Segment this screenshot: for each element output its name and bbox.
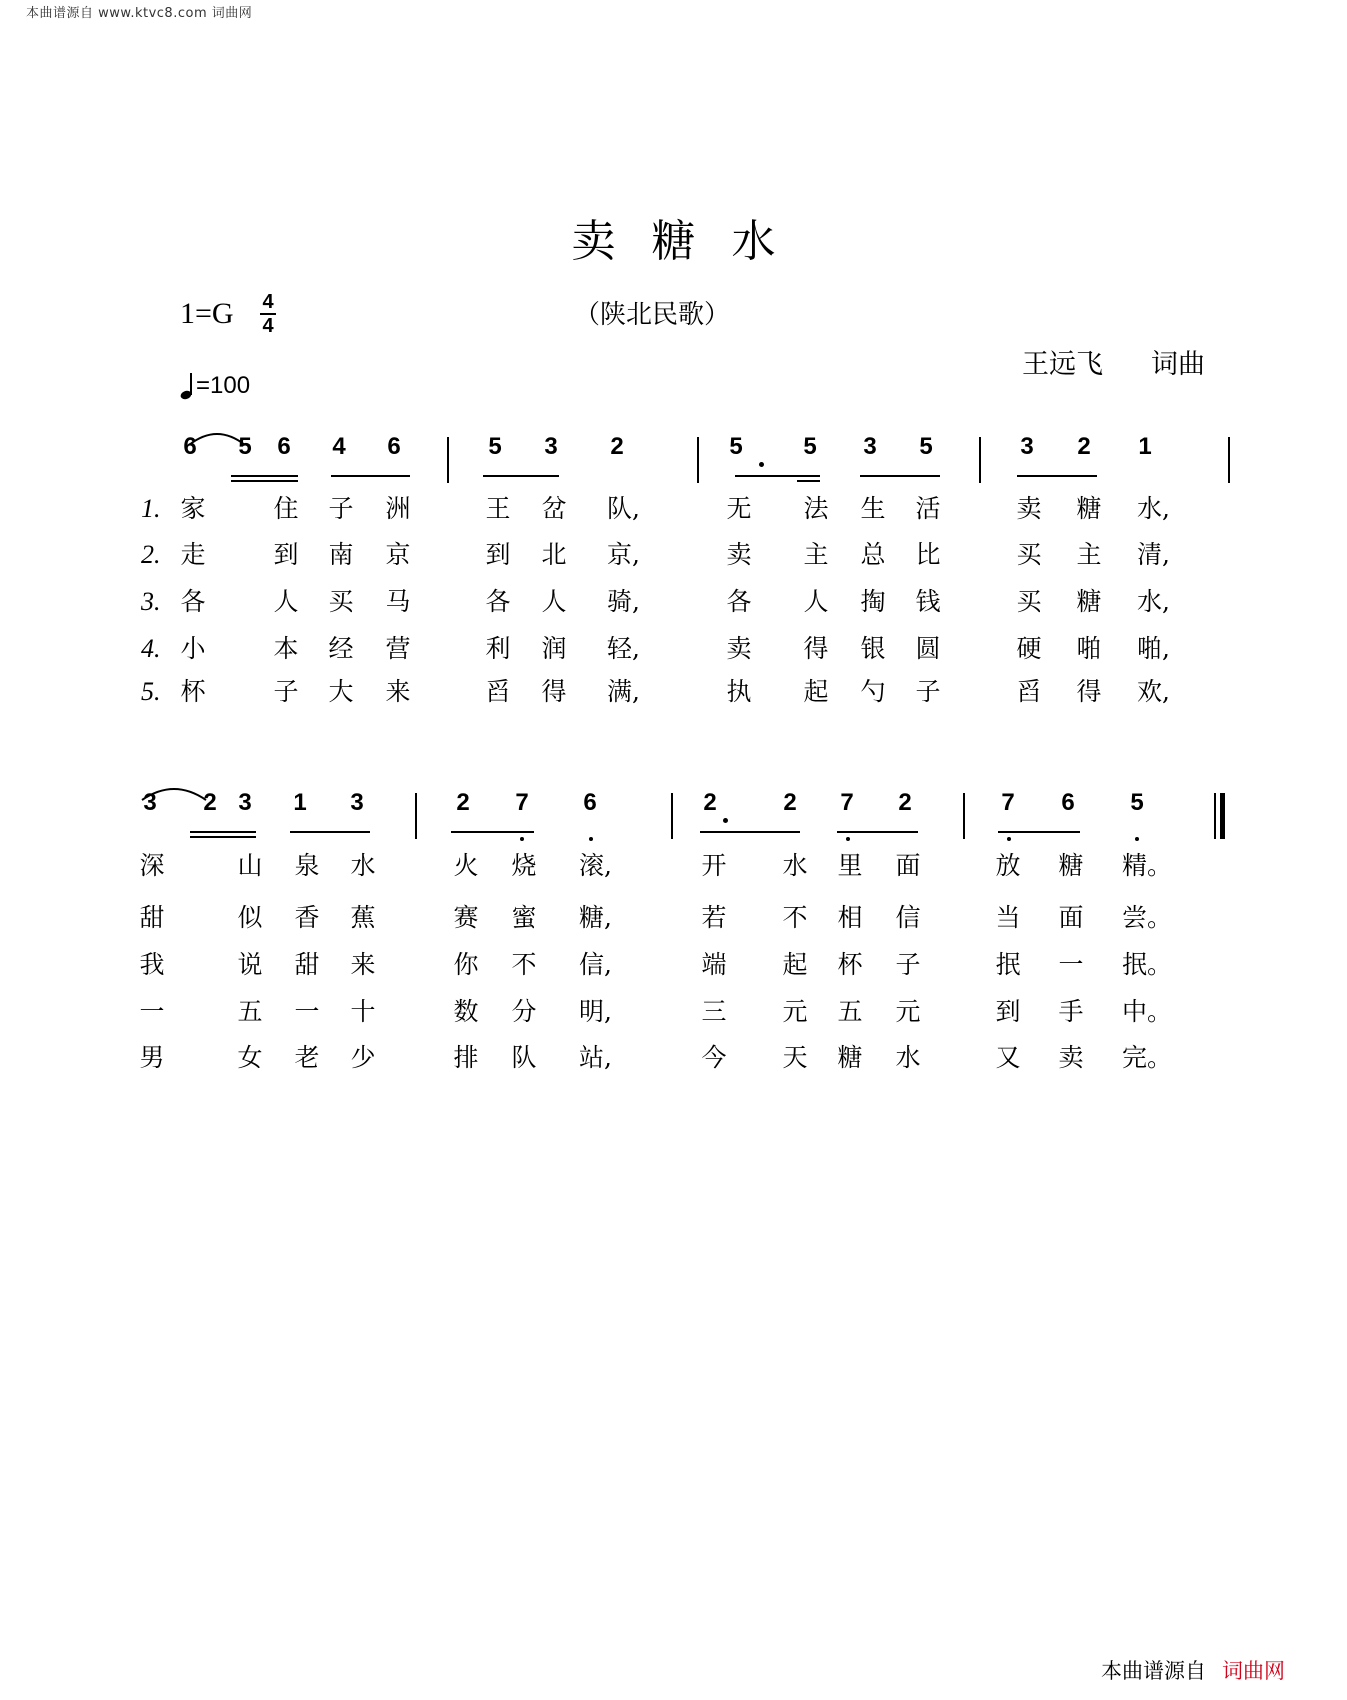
note: 2	[783, 789, 797, 816]
lyric-syllable: 啪,	[1137, 634, 1170, 663]
song-title: 卖糖水	[571, 216, 812, 267]
tempo-marking	[180, 372, 250, 400]
lyric-syllable: 来	[385, 677, 411, 706]
lower-octave-dot	[589, 837, 593, 841]
lyric-syllable: 主	[1076, 540, 1102, 569]
lyric-syllable: 滚,	[579, 851, 612, 880]
watermark-top: 本曲谱源自 www.ktvc8.com 词曲网	[26, 6, 253, 21]
lyric-syllable: 当	[995, 903, 1021, 932]
lyric-syllable: 来	[350, 950, 376, 979]
lyric-syllable: 总	[860, 540, 886, 569]
note: 6	[583, 789, 597, 816]
lyric-syllable: 北	[541, 540, 567, 569]
lyric-syllable: 王	[485, 494, 511, 523]
lyric-syllable: 走	[180, 540, 206, 569]
barline	[697, 437, 699, 483]
lyric-syllable: 买	[328, 587, 354, 616]
lyric-syllable: 一	[294, 997, 320, 1026]
lyric-syllable: 糖,	[579, 903, 612, 932]
lower-octave-dot	[846, 837, 850, 841]
lyric-syllable: 主	[803, 540, 829, 569]
lyric-syllable: 我	[139, 950, 165, 979]
lyric-syllable: 水	[895, 1043, 921, 1072]
lyric-syllable: 烧	[511, 851, 537, 880]
lyric-syllable: 各	[485, 587, 511, 616]
quarter-note-icon	[180, 372, 194, 400]
verse-number: 2.	[141, 540, 161, 569]
note-underline	[700, 831, 800, 833]
lyric-syllable: 到	[995, 997, 1021, 1026]
lyric-syllable: 轻,	[607, 634, 640, 663]
lyric-syllable: 大	[328, 677, 354, 706]
lyric-syllable: 放	[995, 851, 1021, 880]
lyric-syllable: 面	[1058, 903, 1084, 932]
note: 2	[203, 789, 217, 816]
lyric-syllable: 抿	[995, 950, 1021, 979]
lyric-syllable: 香	[294, 903, 320, 932]
note: 5	[488, 433, 502, 460]
verse-number: 5.	[141, 677, 161, 706]
lyric-syllable: 舀	[1016, 677, 1042, 706]
note-underline	[837, 831, 918, 833]
lyric-syllable: 马	[385, 587, 411, 616]
lyric-syllable: 相	[837, 903, 863, 932]
lyric-syllable: 信,	[579, 950, 612, 979]
footer-brand: 词曲网	[1222, 1659, 1285, 1683]
lyric-syllable: 一	[1058, 950, 1084, 979]
lyric-syllable: 不	[782, 903, 808, 932]
lyric-syllable: 明,	[579, 997, 612, 1026]
note: 5	[919, 433, 933, 460]
note: 2	[703, 789, 717, 816]
lyric-syllable: 各	[180, 587, 206, 616]
lyric-syllable: 完。	[1122, 1043, 1173, 1072]
note: 3	[350, 789, 364, 816]
lyric-syllable: 无	[726, 494, 752, 523]
note: 5	[238, 433, 252, 460]
author-credit	[1022, 342, 1205, 381]
barline	[1228, 437, 1230, 483]
lyric-syllable: 润	[541, 634, 567, 663]
time-signature-bottom: 4	[262, 315, 274, 337]
verse-number: 4.	[141, 634, 161, 663]
lyric-syllable: 山	[237, 851, 263, 880]
lyric-syllable: 糖	[1076, 494, 1102, 523]
note: 5	[803, 433, 817, 460]
lyric-syllable: 利	[485, 634, 511, 663]
lyric-syllable: 队	[511, 1043, 537, 1072]
lyric-syllable: 执	[726, 677, 752, 706]
note-underline	[451, 831, 534, 833]
note-underline	[231, 475, 298, 477]
lyric-syllable: 赛	[453, 903, 479, 932]
lyric-syllable: 得	[1076, 677, 1102, 706]
note-underline	[190, 831, 256, 833]
footer-source	[1101, 1655, 1285, 1685]
lyric-syllable: 水	[782, 851, 808, 880]
lyric-syllable: 卖	[726, 540, 752, 569]
lyric-syllable: 开	[701, 851, 727, 880]
note: 6	[1061, 789, 1075, 816]
lyric-syllable: 队,	[607, 494, 640, 523]
lyric-syllable: 掏	[860, 587, 886, 616]
note: 5	[729, 433, 743, 460]
note: 2	[898, 789, 912, 816]
lyric-syllable: 生	[860, 494, 886, 523]
note: 3	[544, 433, 558, 460]
lyric-syllable: 糖	[837, 1043, 863, 1072]
lyric-syllable: 里	[837, 851, 863, 880]
note-underline	[231, 480, 298, 482]
lyric-syllable: 到	[485, 540, 511, 569]
lyric-syllable: 得	[803, 634, 829, 663]
lyric-syllable: 精。	[1122, 851, 1173, 880]
lyric-syllable: 本	[273, 634, 299, 663]
lyric-syllable: 起	[782, 950, 808, 979]
lyric-syllable: 硬	[1016, 634, 1042, 663]
lyric-syllable: 子	[328, 494, 354, 523]
note-underline	[998, 831, 1080, 833]
barline	[979, 437, 981, 483]
lyric-syllable: 你	[453, 950, 479, 979]
time-signature	[258, 291, 278, 337]
lyric-syllable: 子	[915, 677, 941, 706]
lyric-syllable: 甜	[139, 903, 165, 932]
lyric-syllable: 元	[782, 997, 808, 1026]
lyric-syllable: 活	[915, 494, 941, 523]
lyric-syllable: 三	[701, 997, 727, 1026]
lyric-syllable: 若	[701, 903, 727, 932]
barline	[963, 793, 965, 839]
lyric-syllable: 五	[237, 997, 263, 1026]
lyric-syllable: 不	[511, 950, 537, 979]
note: 3	[1020, 433, 1034, 460]
lyric-syllable: 得	[541, 677, 567, 706]
lyric-syllable: 端	[701, 950, 727, 979]
lyric-syllable: 营	[385, 634, 411, 663]
lyric-syllable: 似	[237, 903, 263, 932]
lyric-syllable: 人	[803, 587, 829, 616]
lyric-syllable: 少	[350, 1043, 376, 1072]
note: 1	[1138, 433, 1152, 460]
note-underline	[483, 475, 559, 477]
lyric-syllable: 蕉	[350, 903, 376, 932]
augmentation-dot	[723, 818, 728, 823]
lyric-syllable: 站,	[579, 1043, 612, 1072]
lyric-syllable: 骑,	[607, 587, 640, 616]
lyric-syllable: 排	[453, 1043, 479, 1072]
lyric-syllable: 买	[1016, 587, 1042, 616]
lyric-syllable: 人	[273, 587, 299, 616]
lyric-syllable: 数	[453, 997, 479, 1026]
lyric-syllable: 京,	[607, 540, 640, 569]
note: 5	[1130, 789, 1144, 816]
lyric-syllable: 比	[915, 540, 941, 569]
author-name: 王远飞	[1022, 349, 1103, 380]
note-underline	[735, 475, 820, 477]
lyric-syllable: 今	[701, 1043, 727, 1072]
lyric-syllable: 中。	[1122, 997, 1173, 1026]
note: 3	[238, 789, 252, 816]
barline	[671, 793, 673, 839]
lyric-syllable: 满,	[607, 677, 640, 706]
verse-number: 3.	[141, 587, 161, 616]
note: 2	[1077, 433, 1091, 460]
lyric-syllable: 老	[294, 1043, 320, 1072]
lyric-syllable: 子	[895, 950, 921, 979]
lyric-syllable: 抿。	[1122, 950, 1173, 979]
note: 6	[183, 433, 197, 460]
lyric-syllable: 蜜	[511, 903, 537, 932]
lyric-syllable: 卖	[1016, 494, 1042, 523]
note: 4	[332, 433, 346, 460]
lyric-syllable: 女	[237, 1043, 263, 1072]
lyric-syllable: 糖	[1076, 587, 1102, 616]
note: 7	[1001, 789, 1015, 816]
lyric-syllable: 元	[895, 997, 921, 1026]
lyric-syllable: 到	[273, 540, 299, 569]
note: 2	[456, 789, 470, 816]
lyric-syllable: 买	[1016, 540, 1042, 569]
lyric-syllable: 起	[803, 677, 829, 706]
tempo-value: =100	[196, 372, 251, 399]
lyric-syllable: 糖	[1058, 851, 1084, 880]
note: 7	[515, 789, 529, 816]
subtitle: （陕北民歌）	[574, 300, 731, 330]
lyric-syllable: 尝。	[1122, 903, 1173, 932]
lyric-syllable: 水,	[1137, 494, 1170, 523]
lyric-syllable: 家	[180, 494, 206, 523]
verse-number: 1.	[141, 494, 161, 523]
lower-octave-dot	[520, 837, 524, 841]
lyric-syllable: 各	[726, 587, 752, 616]
lyric-syllable: 深	[139, 851, 165, 880]
final-barline-thick	[1220, 793, 1225, 839]
lyric-syllable: 水,	[1137, 587, 1170, 616]
lyric-syllable: 天	[782, 1043, 808, 1072]
lyric-syllable: 说	[237, 950, 263, 979]
augmentation-dot	[759, 462, 764, 467]
note: 3	[143, 789, 157, 816]
lyric-syllable: 银	[860, 634, 886, 663]
lyric-syllable: 分	[511, 997, 537, 1026]
note: 6	[387, 433, 401, 460]
lyric-syllable: 舀	[485, 677, 511, 706]
key-signature: 1=G	[180, 297, 234, 330]
note: 3	[863, 433, 877, 460]
note-underline	[797, 480, 820, 482]
lyric-syllable: 经	[328, 634, 354, 663]
lower-octave-dot	[1135, 837, 1139, 841]
lyric-syllable: 信	[895, 903, 921, 932]
lyric-syllable: 卖	[726, 634, 752, 663]
lyric-syllable: 圆	[915, 634, 941, 663]
barline	[447, 437, 449, 483]
barline	[415, 793, 417, 839]
lyric-syllable: 京	[385, 540, 411, 569]
note: 2	[610, 433, 624, 460]
lyric-syllable: 水	[350, 851, 376, 880]
lyric-syllable: 小	[180, 634, 206, 663]
lyric-syllable: 甜	[294, 950, 320, 979]
lyric-syllable: 岔	[541, 494, 567, 523]
final-barline-thin	[1214, 793, 1216, 839]
lyric-syllable: 一	[139, 997, 165, 1026]
lyric-syllable: 杯	[180, 677, 206, 706]
note-underline	[190, 836, 256, 838]
lyric-syllable: 五	[837, 997, 863, 1026]
lyric-syllable: 杯	[837, 950, 863, 979]
lyric-syllable: 又	[995, 1043, 1021, 1072]
lyric-syllable: 十	[350, 997, 376, 1026]
time-signature-top: 4	[262, 291, 274, 313]
lyric-syllable: 卖	[1058, 1043, 1084, 1072]
lyric-syllable: 火	[453, 851, 479, 880]
note: 6	[277, 433, 291, 460]
lyric-syllable: 洲	[385, 494, 411, 523]
lyric-syllable: 啪	[1076, 634, 1102, 663]
lyric-syllable: 泉	[294, 851, 320, 880]
lyric-syllable: 南	[328, 540, 354, 569]
lyric-syllable: 人	[541, 587, 567, 616]
note: 7	[840, 789, 854, 816]
lyric-syllable: 面	[895, 851, 921, 880]
note-underline	[860, 475, 940, 477]
lyric-syllable: 住	[273, 494, 299, 523]
lyric-syllable: 清,	[1137, 540, 1170, 569]
lyric-syllable: 钱	[915, 587, 941, 616]
lyric-syllable: 男	[139, 1043, 165, 1072]
note-underline	[331, 475, 410, 477]
lyric-syllable: 勺	[860, 677, 886, 706]
author-role: 词曲	[1151, 349, 1205, 380]
lyric-syllable: 法	[803, 494, 829, 523]
lyric-syllable: 手	[1058, 997, 1084, 1026]
note-underline	[1017, 475, 1097, 477]
footer-text: 本曲谱源自	[1101, 1659, 1206, 1683]
lyric-syllable: 子	[273, 677, 299, 706]
lower-octave-dot	[1007, 837, 1011, 841]
note: 1	[293, 789, 307, 816]
lyric-syllable: 欢,	[1137, 677, 1170, 706]
note-underline	[290, 831, 370, 833]
